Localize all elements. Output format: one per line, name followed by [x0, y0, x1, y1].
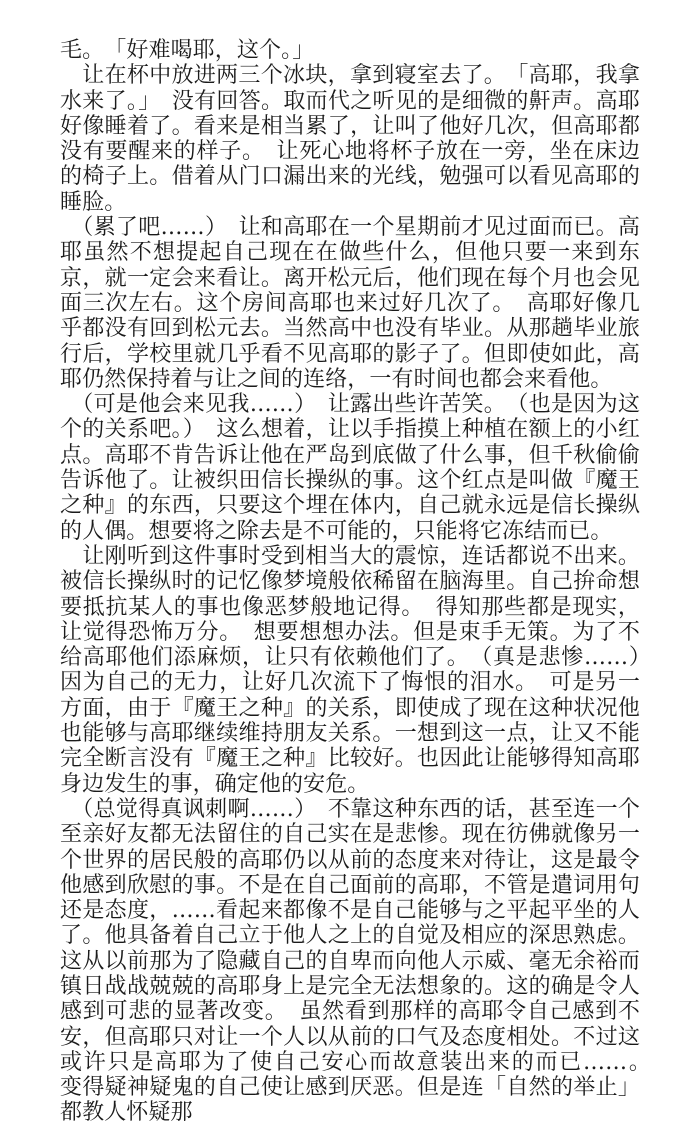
paragraph: 毛。 「好难喝耶，这个。」 — [60, 38, 315, 63]
paragraph: 让刚听到这件事时受到相当大的震惊，连话都说不出来。被信长操纵时的记忆像梦境般依稀留在脑海里。自己拚命想要抵抗某人的事也像恶梦般地记得。 得知那些都是现实，让觉得恐怖万分。 想要想想办法。但是束手无策。为了不给高耶他们添麻烦，让只有依赖他们了。 （真是悲惨……） 因为自己的无力，让好几次流下了悔恨的泪水。 可是另一方面，由于『魔王之种』的关系，即使成了现在这种状况他也能够与高耶继续维持朋友关系。一想到这一点，让又不能完全断言没有『魔王之种』比较好。也因此让能够得知高耶身边发生的事，确定他的安危。 — [60, 543, 663, 797]
paragraph: （总觉得真讽刺啊……） 不靠这种东西的话，甚至连一个至亲好友都无法留住的自己实在是悲惨。现在彷佛就像另一个世界的居民般的高耶仍以从前的态度来对待让，这是最令他感到欣慰的事。不是在自己面前的高耶，不管是遣词用句还是态度，……看起来都像不是自己能够与之平起平坐的人了。他具备着自己立于他人之上的自觉及相应的深思熟虑。这从以前那为了隐藏自己的自卑而向他人示威、毫无余裕而镇日战战兢兢的高耶身上是完全无法想象的。这的确是令人感到可悲的显著改变。 虽然看到那样的高耶令自己感到不安，但高耶只对让一个人以从前的口气及态度相处。不过这或许只是高耶为了使自己安心而故意装出来的而已……。 变得疑神疑鬼的自己使让感到厌恶。但是连「自然的举止」都教人怀疑那 — [60, 796, 663, 1126]
paragraph: 让在杯中放进两三个冰块，拿到寝室去了。 「高耶，我拿水来了。」 没有回答。取而代之听见的是细微的鼾声。高耶好像睡着了。看来是相当累了，让叫了他好几次，但高耶都没有要醒来的样子。 让死心地将杯子放在一旁，坐在床边的椅子上。借着从门口漏出来的光线，勉强可以看见高耶的睡脸。 — [60, 63, 640, 215]
body-text — [60, 38, 663, 1126]
paragraph: （累了吧……） 让和高耶在一个星期前才见过面而已。高耶虽然不想提起自己现在在做些什么，但他只要一来到东京，就一定会来看让。离开松元后，他们现在每个月也会见面三次左右。这个房间高耶也来过好几次了。 高耶好像几乎都没有回到松元去。当然高中也没有毕业。从那趟毕业旅行后，学校里就几乎看不见高耶的影子了。但即使如此，高耶仍然保持着与让之间的连络，一有时间也都会来看他。 — [60, 215, 640, 392]
paragraph: （可是他会来见我……） 让露出些许苦笑。 （也是因为这个的关系吧。） 这么想着，让以手指摸上种植在额上的小红点。高耶不肯告诉让他在严岛到底做了什么事，但千秋偷偷告诉他了。让被织田信长操纵的事。这个红点是叫做『魔王之种』的东西，只要这个埋在体内，自己就永远是信长操纵的人偶。想要将之除去是不可能的，只能将它冻结而已。 — [60, 392, 640, 544]
